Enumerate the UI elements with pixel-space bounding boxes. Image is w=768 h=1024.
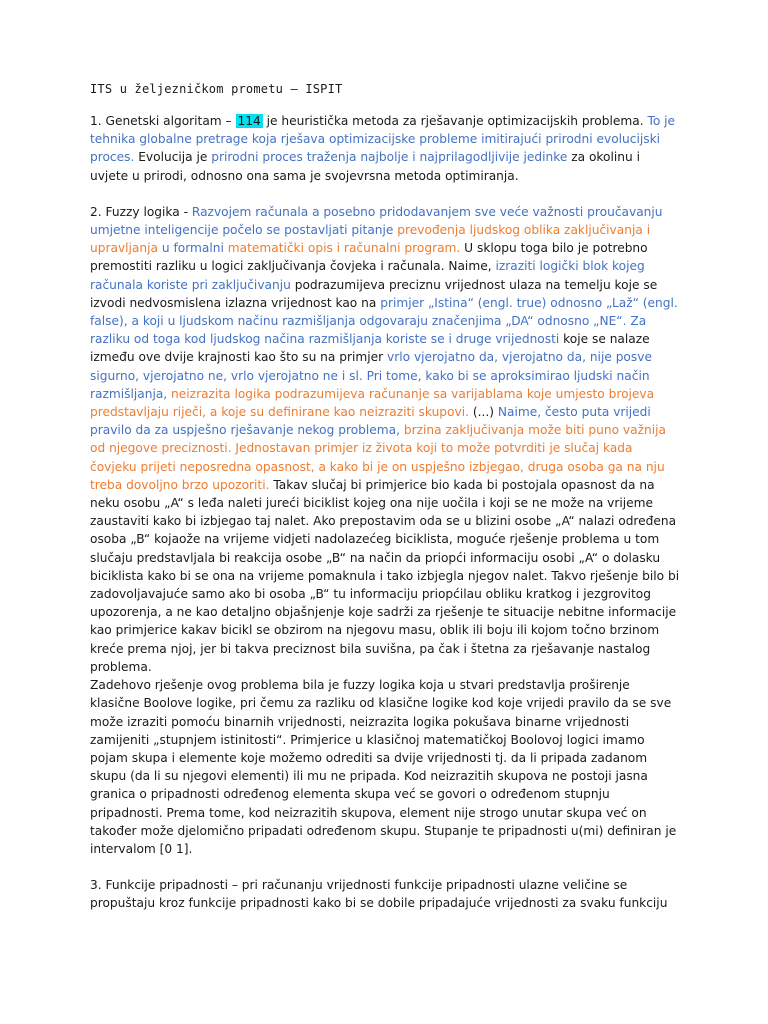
- text-run: koje se nalaze između ove dvije krajnosti kao što su na primjer: [90, 332, 650, 365]
- document-title: ITS u željezničkom prometu – ISPIT: [90, 82, 343, 96]
- text-run: Naime, često puta vrijedi pravilo da za uspješno rješavanje nekog problema,: [90, 405, 651, 438]
- text-run: matematički opis i računalni program.: [223, 241, 461, 256]
- text-run: Takav slučaj bi primjerice bio kada bi postojala opasnost da na neku osobu „A“ s leđa naleti jureći biciklist kojeg ona nije uočila i koji se ne može na vrijeme zaustaviti kako bi izbjegao taj nalet. Ako prepostavim oda se u blizini osobe „A“ nalazi određena osoba „B“ kojaože na vrijeme vidjeti nadolazećeg biciklista, moguće rješenje problema u tom slučaju predstavljala bi reakcija osobe „B“ na način da priopći informaciju osobi „A“ o dolasku biciklista kako bi se ona na vrijeme pomaknula i tako izbjegla njegov nalet. Takvo rješenje bilo bi zadovoljavajuće samo ako bi osoba „B“ tu informaciju priopćilau obliku kratkog i jezgrovitog upozorenja, a ne kao detaljno objašnjenje koje sadrži za rješenje te situacije nebitne informacije kao primjerice kakav bicikl se obzirom na njegovu masu, oblik ili boju ili kojom točno brzinom kreće prema njoj, jer bi takva preciznost bila suvišna, pa čak i štetna za rješavanje nastalog problema.: [90, 477, 680, 674]
- text-run: je heuristička metoda za rješavanje optimizacijskih problema.: [262, 114, 648, 128]
- text-run: prirodni proces traženja najbolje i najprilagodljivije jedinke: [211, 150, 568, 165]
- text-run: izraziti logički blok kojeg računala koriste pri zaključivanju: [90, 259, 645, 292]
- text-run: brzina zaključivanja može biti puno važnija od njegove preciznosti. Jednostavan primjer iz života koji to može potvrditi je slučaj kada čovjeku prijeti neposredna opasnost, a kako bi je on uspješno izbjegao, druga osoba ga na nju treba dovoljno brzo upozoriti.: [90, 423, 666, 492]
- text-run: U sklopu toga bilo je potrebno premostiti razliku u logici zaključivanja čovjeka i računala. Naime,: [90, 241, 648, 274]
- text-run: Za razliku od toga kod ljudskog načina razmišljanja koriste se i druge vrijednosti: [90, 314, 647, 347]
- text-run: primjer „Istina“ (engl. true) odnosno „Laž“ (engl. false), a koji u ljudskom načinu razmišljanja odgovaraju značenjima „DA“ odnosno „NE“.: [90, 295, 678, 329]
- paragraph-fuzzy-logic: [90, 203, 680, 676]
- text-run: 3. Funkcije pripadnosti – pri računanju vrijednosti funkcije pripadnosti ulazne veličine se propuštaju kroz funkcije pripadnosti kako bi se dobile pripadajuće vrijednosti za svaku funkciju: [90, 878, 668, 911]
- paragraph-genetic-algorithm: [90, 112, 680, 185]
- text-run: Zadehovo rješenje ovog problema bila je fuzzy logika koja u stvari predstavlja proširenje klasične Boolove logike, pri čemu za razliku od klasične logike kod koje vrijedi pravilo da se sve može izraziti pomoću binarnih vrijednosti, neizrazita logika pokušava binarne vrijednosti zamijeniti „stupnjem istinitosti“. Primjerice u klasičnoj matematičkoj Boolovoj logici imamo pojam skupa i elemente koje možemo odrediti sa dvije vrijednosti tj. da li pripada zadanom skupu (da li su njegovi elementi) ili mu ne pripada. Kod neizrazitih skupova ne postoji jasna granica o pripadnosti određenog elementa skupa već se govori o određenom stupnju pripadnosti. Prema tome, kod neizrazitih skupova, element nije strogo unutar skupa već on također može djelomično pripadati određenom skupu. Stupanje te pripadnosti u(mi) definiran je intervalom [0 1].: [90, 678, 677, 856]
- text-run: 1. Genetski algoritam –: [90, 114, 236, 128]
- text-run: prevođenja ljudskog oblika zaključivanja i upravljanja: [90, 223, 651, 256]
- document-page: [90, 82, 680, 931]
- text-run: formalni: [173, 241, 224, 256]
- paragraph-membership-functions: [90, 876, 680, 912]
- highlighted-text: 114: [237, 114, 261, 128]
- text-run: Razvojem računala a posebno pridodavanjem sve veće važnosti proučavanju umjetne inteligencije počelo se postavljati pitanje: [90, 204, 663, 238]
- text-run: 2. Fuzzy logika -: [90, 204, 192, 219]
- text-run: (...): [468, 405, 498, 420]
- text-run: vrlo vjerojatno da, vjerojatno da, nije posve sigurno, vjerojatno ne, vrlo vjerojatno ne i sl. Pri tome, kako bi se aproksimirao ljudski način razmišljanja,: [90, 350, 652, 401]
- text-run: u: [157, 241, 174, 256]
- text-run: podrazumijeva preciznu vrijednost ulaza na temelju koje se izvodi nedvosmislena izlazna vrijednost kao na: [90, 277, 658, 310]
- text-run: To je tehnika globalne pretrage koja rješava optimizacijske probleme imitirajući prirodni evolucijski proces.: [90, 114, 676, 165]
- text-run: za okolinu i uvjete u prirodi, odnosno ona sama je svojevrsna metoda optimiranja.: [90, 150, 640, 183]
- paragraph-zadeh-solution: [90, 676, 680, 858]
- text-run: Evolucija je: [134, 150, 212, 165]
- text-run: neizrazita logika podrazumijeva računanje sa varijablama koje umjesto brojeva predstavljaju riječi, a koje su definirane kao neizraziti skupovi.: [90, 386, 655, 420]
